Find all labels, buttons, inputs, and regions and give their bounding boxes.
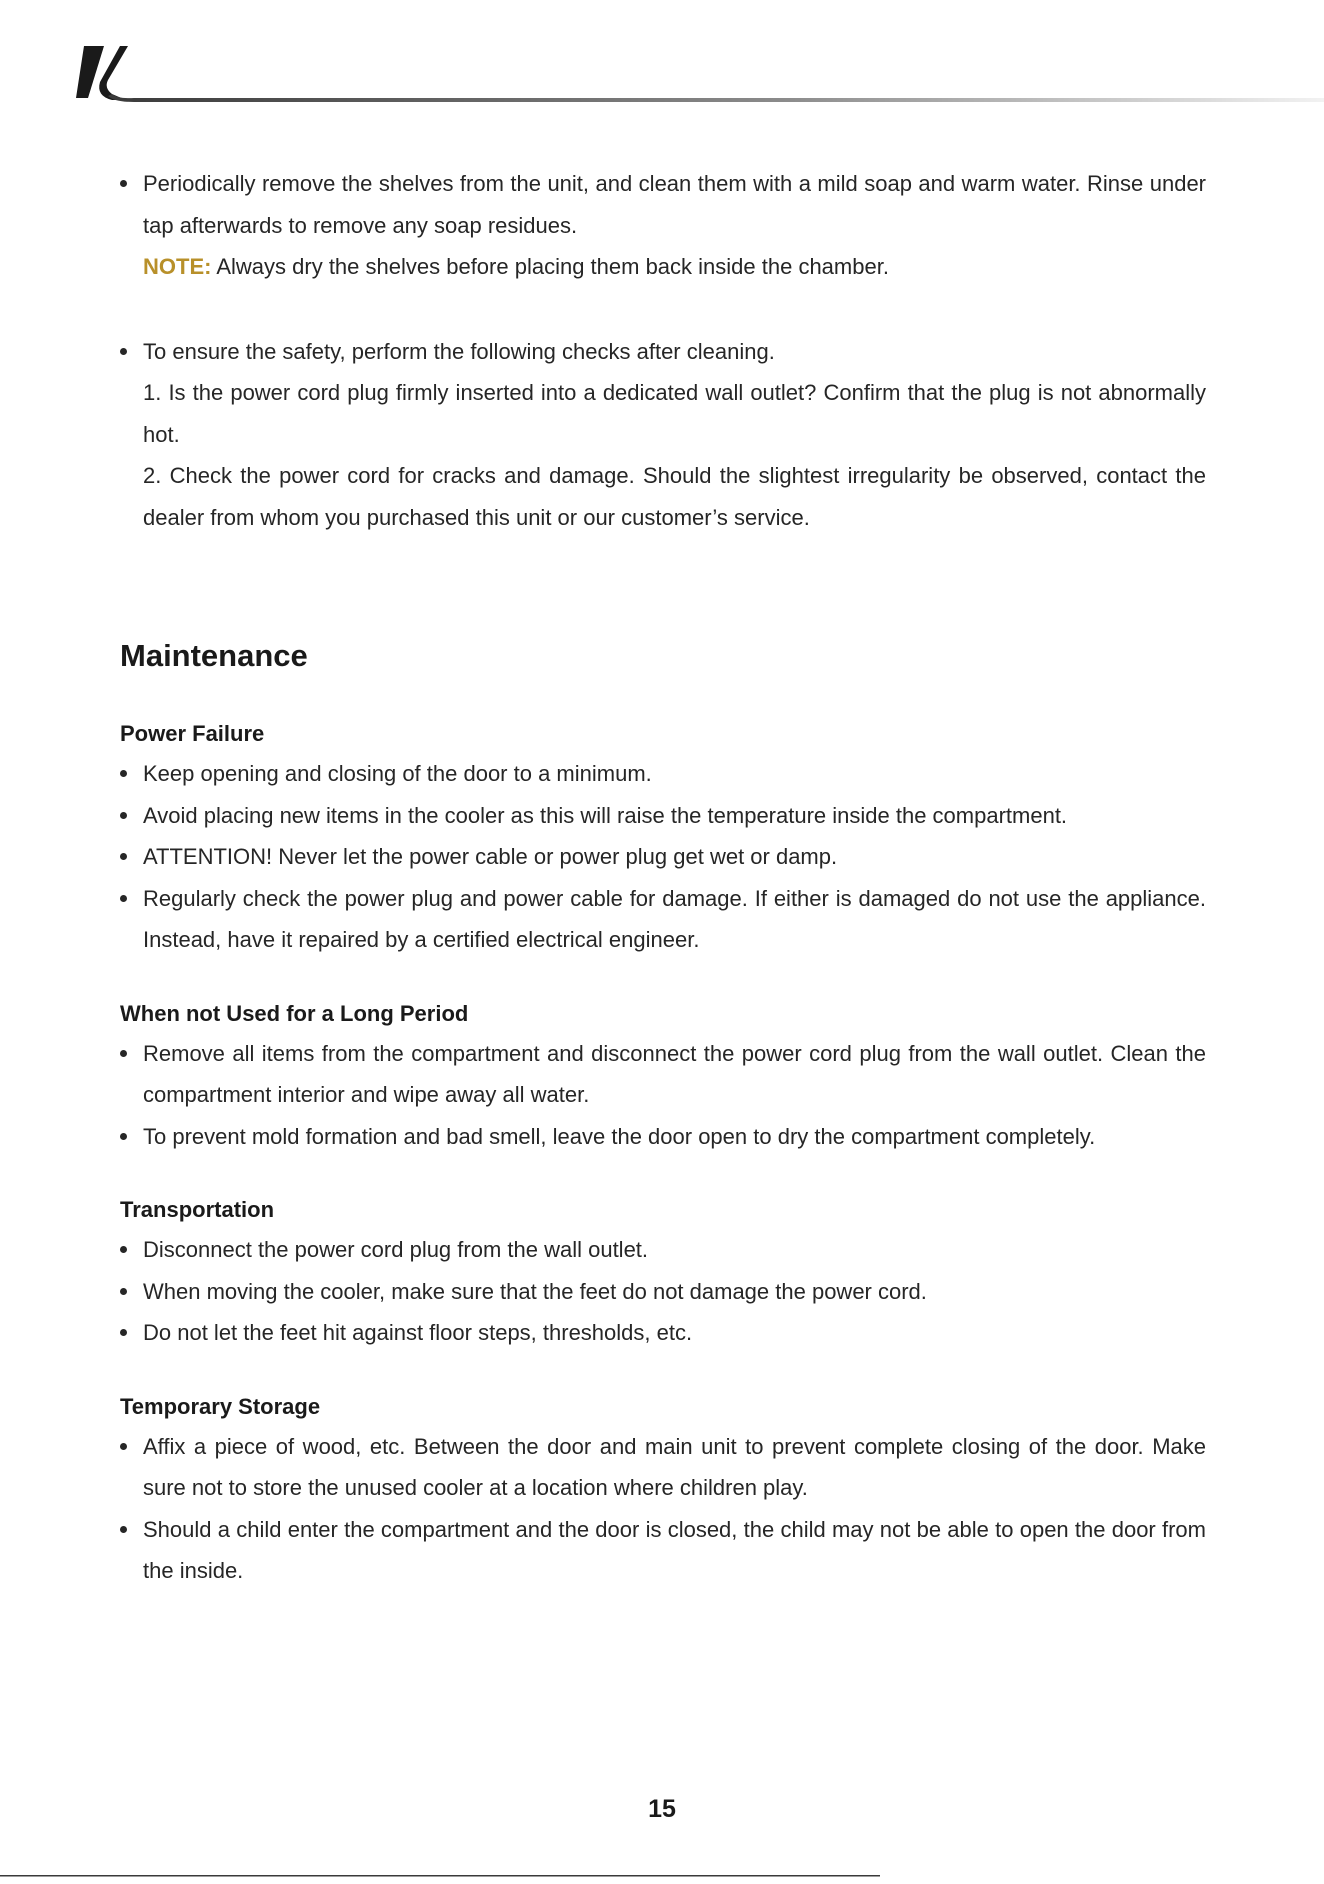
list-item-text: Keep opening and closing of the door to a minimum. [143,761,652,786]
list-item-text: ATTENTION! Never let the power cable or power plug get wet or damp. [143,844,838,869]
list-item-text: Do not let the feet hit against floor steps, thresholds, etc. [143,1320,693,1345]
subheading-power-failure: Power Failure [120,721,265,746]
bullet-dot-icon [120,1443,127,1450]
spacer [120,288,1206,331]
check-item-1: 1. Is the power cord plug firmly inserted into a dedicated wall outlet? Confirm that the plug is not abnormally hot. [143,380,1206,447]
bullet-dot-icon [120,348,127,355]
list-item-text: Disconnect the power cord plug from the wall outlet. [143,1237,649,1262]
bullet-dot-icon [120,1288,127,1295]
check-item-2: 2. Check the power cord for cracks and damage. Should the slightest irregularity be observed, contact the dealer from whom you purchased this unit or our customer’s service. [143,463,1206,530]
spacer [120,1354,1206,1392]
header-rule [108,94,1324,102]
bullet-dot-icon [120,1329,127,1336]
list-item [120,1033,1206,1116]
list-item-text: Should a child enter the compartment and the door is closed, the child may not be able to open the door from the inside. [143,1516,1206,1583]
bullet-dot-icon [120,1133,127,1140]
list-item [120,1426,1206,1509]
list-item-text: Regularly check the power plug and power cable for damage. If either is damaged do not use the appliance. Instead, have it repaired by a certified electrical engineer. [143,885,1206,952]
list-item [120,878,1206,961]
list-item [120,1271,1206,1313]
bullet-dot-icon [120,1526,127,1533]
brand-logo-icon [76,46,128,100]
spacer [120,538,1206,636]
subheading-temporary-storage: Temporary Storage [120,1393,321,1419]
bullet-dot-icon [120,770,127,777]
subheading-transportation: Transportation [120,1197,275,1222]
note-text: Always dry the shelves before placing them back inside the chamber. [211,254,889,279]
list-item-text: Remove all items from the compartment and disconnect the power cord plug from the wall outlet. Clean the compartment interior and wipe away all water. [143,1040,1206,1107]
bullet-dot-icon [120,853,127,860]
bullet-dot-icon [120,1050,127,1057]
bullet-dot-icon [120,812,127,819]
list-item-text: To ensure the safety, perform the following checks after cleaning. [143,338,775,364]
list-item-text: When moving the cooler, make sure that the feet do not damage the power cord. [143,1278,927,1304]
list-item [120,1116,1206,1158]
list-item [120,795,1206,837]
spacer [120,961,1206,999]
list-item [120,331,1206,373]
list-item-text: To prevent mold formation and bad smell, leave the door open to dry the compartment completely. [143,1123,1096,1149]
subheading-long-period: When not Used for a Long Period [120,1000,469,1026]
note-label: NOTE: [143,254,212,279]
bullet-dot-icon [120,1246,127,1253]
header-graphic [0,0,1324,110]
list-item [120,836,1206,878]
list-item [120,163,1206,288]
footer-rule-graphic [0,1873,1324,1879]
list-item-text: Avoid placing new items in the cooler as this will raise the temperature inside the compartment. [143,802,1068,828]
section-heading-maintenance: Maintenance [120,638,308,673]
page-content [120,163,1206,1592]
bullet-dot-icon [120,895,127,902]
footer-rule [0,1866,1324,1872]
list-item [120,753,1206,795]
spacer [120,676,1206,719]
list-item-text: Affix a piece of wood, etc. Between the door and main unit to prevent complete closing of the door. Make sure not to store the unused cooler at a location where children play. [143,1433,1206,1500]
list-item [120,1229,1206,1271]
list-item-text: Periodically remove the shelves from the unit, and clean them with a mild soap and warm water. Rinse under tap afterwards to remove any soap residues. [143,171,1206,238]
page-header [0,0,1324,110]
spacer [120,1157,1206,1195]
list-item [120,1509,1206,1592]
page-number: 15 [648,1795,676,1823]
list-item [120,1312,1206,1354]
bullet-dot-icon [120,180,127,187]
